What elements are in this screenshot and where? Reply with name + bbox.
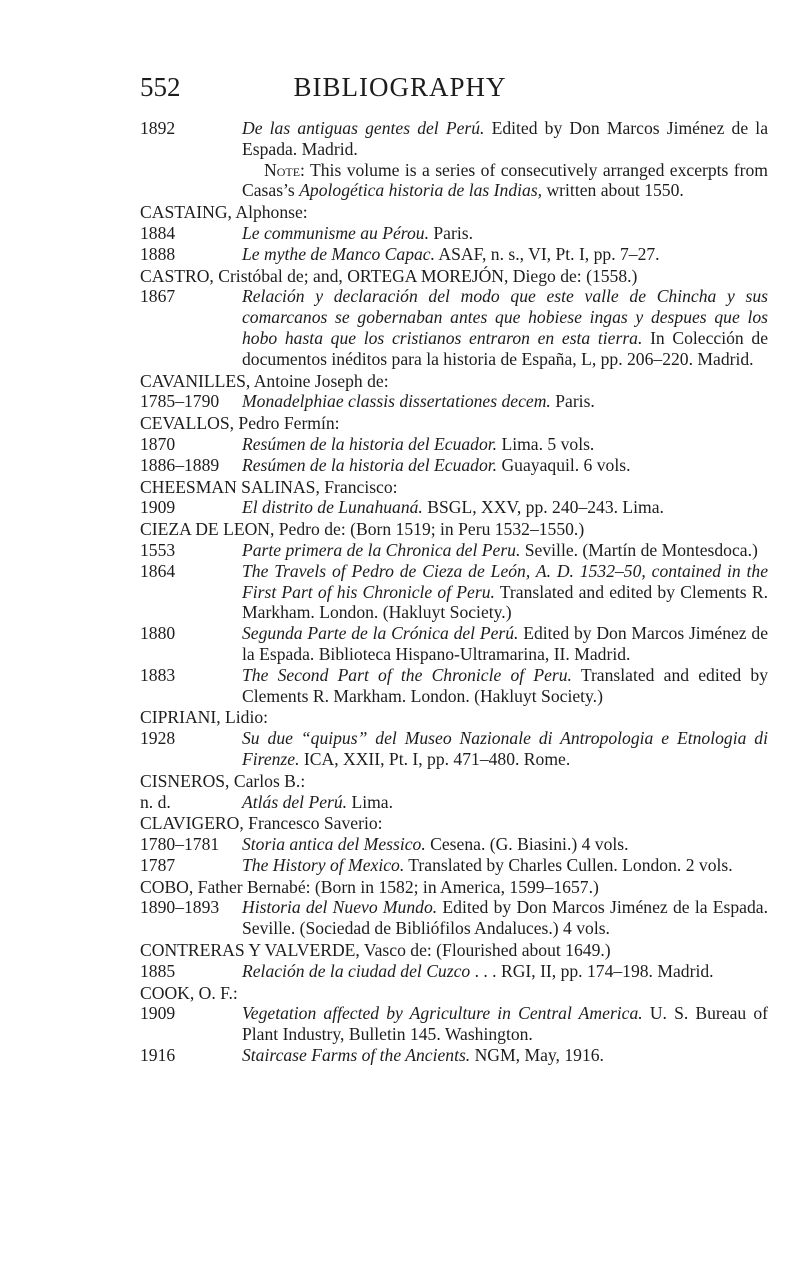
entry-text: CIEZA DE LEON, Pedro de: (Born 1519; in Peru 1532–1550.)	[140, 519, 585, 540]
entry-title: The Travels of Pedro de Cieza de León, A. D. 1532–50, contained in the First Part of his Chronicle of Peru.	[242, 560, 768, 602]
bibliography-entry	[140, 286, 768, 369]
author-heading	[140, 477, 768, 498]
entry-title: Monadelphiae classis dissertationes decem.	[242, 391, 551, 412]
entry-text: CAVANILLES, Antoine Joseph de:	[140, 370, 389, 391]
author-heading	[140, 202, 768, 223]
entry-year: 1885	[140, 960, 176, 981]
entry-title: Segunda Parte de la Crónica del Perú.	[242, 623, 519, 644]
entry-body	[242, 623, 768, 665]
bibliography-entry	[140, 244, 768, 265]
bibliography-entry	[140, 497, 768, 518]
entry-text: COOK, O. F.:	[140, 982, 238, 1003]
entry-text: : This volume is a series of consecutively arranged excerpts from Casas’s	[242, 159, 768, 201]
entry-text: COBO, Father Bernabé: (Born in 1582; in America, 1599–1657.)	[140, 876, 599, 897]
entry-title: Su due “quipus” del Museo Nazionale di Antropologia e Etnologia di Firenze.	[242, 728, 768, 769]
entry-title: Resúmen de la historia del Ecuador.	[242, 454, 498, 475]
bibliography-entry	[140, 834, 768, 855]
entry-text: CASTAING, Alphonse:	[140, 202, 308, 223]
entry-text: Edited by Don Marcos Jiménez de la Espada. Biblioteca Hispano-Ultramarina, II. Madrid.	[242, 623, 768, 664]
author-heading	[140, 371, 768, 392]
entry-year: 1886–1889	[140, 454, 220, 475]
entry-year: 1883	[140, 664, 176, 685]
entry-text: Paris.	[550, 391, 595, 412]
entry-year: 1890–1893	[140, 897, 220, 918]
entry-text: CEVALLOS, Pedro Fermín:	[140, 413, 340, 434]
entry-text: CONTRERAS Y VALVERDE, Vasco de: (Flourished about 1649.)	[140, 940, 611, 961]
bibliography-entry	[140, 561, 768, 623]
entry-text: CHEESMAN SALINAS, Francisco:	[140, 476, 398, 497]
entry-text: U. S. Bureau of Plant Industry, Bulletin 145. Washington.	[242, 1003, 769, 1045]
bibliography-entry	[140, 792, 768, 813]
entry-text: Guayaquil. 6 vols.	[497, 454, 631, 475]
entry-title: El distrito de Lunahuaná.	[242, 497, 423, 518]
bibliography-entry	[140, 540, 768, 561]
entry-text: Translated by Charles Cullen. London. 2 vols.	[404, 854, 733, 875]
page-header	[140, 72, 660, 108]
entry-body	[242, 792, 768, 813]
entry-title: Storia antica del Messico.	[242, 834, 426, 855]
entry-year: 1888	[140, 243, 176, 264]
entry-body	[242, 665, 768, 707]
entry-body	[242, 455, 768, 476]
entry-title: Resúmen de la historia del Ecuador.	[242, 433, 498, 454]
entry-title: Apologética historia de las Indias,	[299, 180, 543, 201]
entry-title: Relación y declaración del modo que este valle de Chincha y sus comarcanos se gobernaban antes que hobiese ingas y despues que los hobo hasta que los cristianos entraron en esta tierra.	[242, 286, 768, 348]
entry-year: 1553	[140, 539, 176, 560]
entry-body	[242, 540, 768, 561]
entry-title: Vegetation affected by Agriculture in Central America.	[242, 1003, 643, 1024]
entry-text: . . . RGI, II, pp. 174–198. Madrid.	[470, 960, 714, 981]
entry-title: Atlás del Perú.	[242, 791, 348, 812]
entry-year: 1892	[140, 118, 176, 138]
entry-title: Staircase Farms of the Ancients.	[242, 1045, 471, 1066]
bibliography-entry	[140, 665, 768, 707]
entry-body	[242, 897, 768, 939]
author-heading	[140, 877, 768, 898]
entry-year: 1928	[140, 728, 176, 749]
entry-year: 1909	[140, 497, 176, 518]
bibliography-entry	[140, 961, 768, 982]
author-heading	[140, 413, 768, 434]
entry-title: Parte primera de la Chronica del Peru.	[242, 539, 521, 560]
entry-text: CASTRO, Cristóbal de; and, ORTEGA MOREJÓN, Diego de: (1558.)	[140, 265, 638, 286]
author-heading	[140, 771, 768, 792]
entry-text: written about 1550.	[542, 180, 684, 201]
entry-text: Paris.	[429, 222, 473, 243]
entry-body	[242, 728, 768, 770]
entry-text: NGM, May, 1916.	[470, 1045, 604, 1066]
entry-year: 1880	[140, 623, 176, 644]
entry-text: Cesena. (G. Biasini.) 4 vols.	[425, 834, 629, 855]
entry-text: CLAVIGERO, Francesco Saverio:	[140, 813, 383, 834]
bibliography-entry	[140, 623, 768, 665]
bibliography-entry	[140, 897, 768, 939]
bibliography-entry	[140, 118, 768, 160]
entry-text: CIPRIANI, Lidio:	[140, 707, 269, 728]
entry-body	[242, 434, 768, 455]
bibliography-list	[140, 118, 768, 1066]
author-heading	[140, 519, 768, 540]
entry-body	[242, 118, 768, 160]
entry-text: ICA, XXII, Pt. I, pp. 471–480. Rome.	[299, 748, 571, 769]
entry-body	[242, 561, 768, 623]
bibliography-entry	[140, 455, 768, 476]
entry-year: 1867	[140, 286, 176, 307]
author-heading	[140, 266, 768, 287]
entry-title: The History of Mexico.	[242, 854, 405, 875]
entry-text: In Colección de documentos inéditos para la historia de España, L, pp. 206–220. Madrid.	[242, 327, 768, 369]
entry-text: Translated and edited by Clements R. Markham. London. (Hakluyt Society.)	[242, 664, 768, 706]
entry-body	[242, 855, 768, 876]
entry-text: Edited by Don Marcos Jiménez de la Espada. Seville. (Sociedad de Bibliófilos Andaluces.) 4 vols.	[242, 897, 768, 939]
bibliography-entry	[140, 855, 768, 876]
entry-year: 1884	[140, 222, 176, 243]
bibliography-entry	[140, 728, 768, 770]
entry-year: 1780–1781	[140, 834, 220, 855]
bibliography-entry	[140, 434, 768, 455]
entry-body	[242, 497, 768, 518]
bibliography-entry	[140, 223, 768, 244]
note-label: Note	[264, 159, 301, 180]
entry-body	[242, 244, 768, 265]
entry-text: Edited by Don Marcos Jiménez de la Espada. Madrid.	[242, 118, 768, 159]
entry-title: Le mythe de Manco Capac.	[242, 243, 435, 264]
entry-text: BSGL, XXV, pp. 240–243. Lima.	[422, 497, 664, 518]
author-heading	[140, 813, 768, 834]
bibliography-entry	[140, 391, 768, 412]
entry-title: De las antiguas gentes del Perú.	[242, 118, 485, 138]
entry-title: Historia del Nuevo Mundo.	[242, 897, 438, 918]
entry-title: Le communisme au Pérou.	[242, 222, 429, 243]
page-number: 552	[140, 72, 181, 102]
entry-title: The Second Part of the Chronicle of Peru.	[242, 664, 572, 685]
author-heading	[140, 707, 768, 728]
bibliography-entry	[140, 1045, 768, 1066]
entry-title: Relación de la ciudad del Cuzco	[242, 960, 471, 981]
entry-year: 1864	[140, 560, 176, 581]
entry-text: Seville. (Martín de Montesdoca.)	[520, 539, 758, 560]
entry-year: 1909	[140, 1003, 176, 1024]
entry-year: 1787	[140, 854, 176, 875]
author-heading	[140, 940, 768, 961]
entry-body	[242, 834, 768, 855]
entry-year: n. d.	[140, 791, 171, 812]
entry-year: 1785–1790	[140, 391, 220, 412]
note-text	[242, 160, 768, 202]
note	[140, 160, 768, 202]
entry-text: Lima.	[347, 791, 393, 812]
entry-text: CISNEROS, Carlos B.:	[140, 770, 306, 791]
entry-body	[242, 1045, 768, 1066]
entry-year: 1916	[140, 1045, 176, 1066]
entry-body	[242, 223, 768, 244]
bibliography-entry	[140, 1003, 768, 1045]
entry-year: 1870	[140, 433, 176, 454]
entry-text: ASAF, n. s., VI, Pt. I, pp. 7–27.	[435, 243, 660, 264]
entry-body	[242, 391, 768, 412]
entry-body	[242, 286, 768, 369]
entry-body	[242, 961, 768, 982]
entry-text: Translated and edited by Clements R. Markham. London. (Hakluyt Society.)	[242, 581, 768, 623]
author-heading	[140, 983, 768, 1004]
entry-body	[242, 1003, 768, 1045]
entry-text: Lima. 5 vols.	[497, 433, 595, 454]
running-head: BIBLIOGRAPHY	[293, 72, 507, 102]
